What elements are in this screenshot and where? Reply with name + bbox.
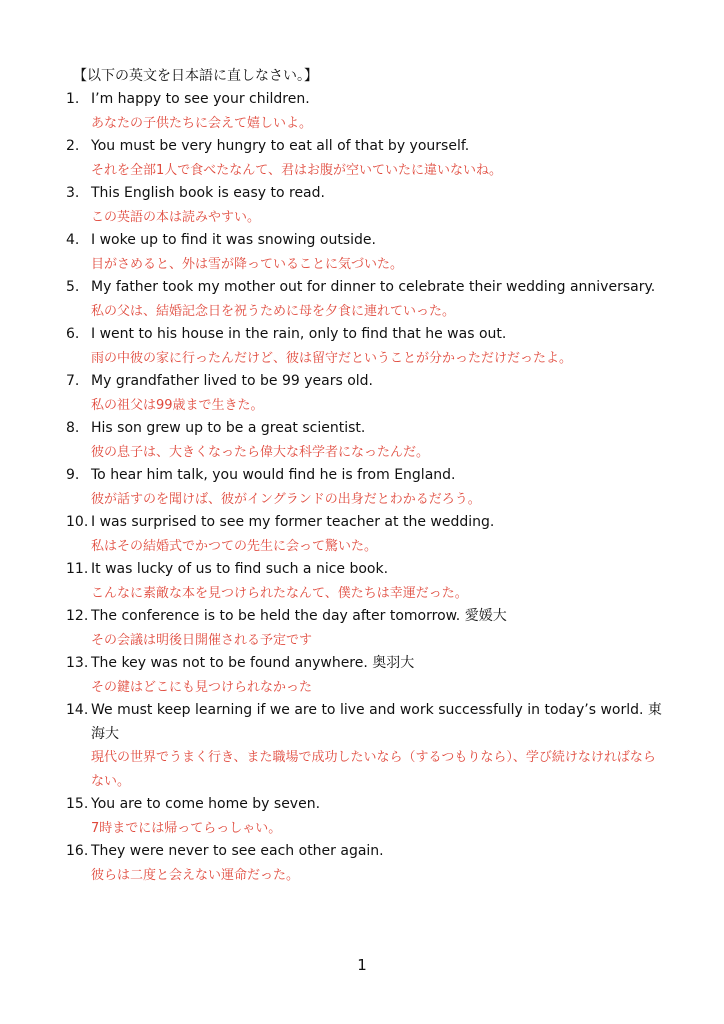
item-number: 2. [66,138,80,154]
english-sentence: It was lucky of us to find such a nice book. [91,561,389,577]
english-sentence: You must be very hungry to eat all of that by yourself. [91,138,470,154]
exercise-item [66,229,666,276]
exercise-item [66,276,666,323]
item-number: 16. [66,843,89,859]
exercise-item [66,793,666,840]
english-sentence: The conference is to be held the day after tomorrow. 愛媛大 [91,608,507,624]
english-sentence: They were never to see each other again. [91,843,384,859]
japanese-translation: 彼が話すのを聞けば、彼がイングランドの出身だとわかるだろう。 [91,491,481,507]
item-number: 12. [66,608,89,624]
item-number: 10. [66,514,89,530]
japanese-translation: 7時までには帰ってらっしゃい。 [91,820,282,836]
item-number: 4. [66,232,80,248]
japanese-translation: その鍵はどこにも見つけられなかった [91,679,313,695]
exercise-item [66,652,666,699]
english-sentence: His son grew up to be a great scientist. [91,420,366,436]
exercise-item [66,840,666,887]
page-number: 1 [357,956,367,974]
english-sentence: You are to come home by seven. [91,796,321,812]
english-sentence: I woke up to find it was snowing outside. [91,232,376,248]
exercise-item [66,464,666,511]
exercise-item [66,88,666,135]
exercise-item [66,135,666,182]
item-number: 3. [66,185,80,201]
exercise-item [66,323,666,370]
japanese-translation: 目がさめると、外は雪が降っていることに気づいた。 [91,256,404,272]
english-sentence: To hear him talk, you would find he is from England. [91,467,456,483]
exercise-item [66,182,666,229]
exercise-item [66,699,666,793]
exercise-item [66,511,666,558]
japanese-translation: 現代の世界でうまく行き、また職場で成功したいなら（するつもりなら）、学び続けなければならない。 [91,750,656,789]
english-sentence: My father took my mother out for dinner to celebrate their wedding anniversary. [91,279,656,295]
item-number: 1. [66,91,80,107]
english-sentence: I’m happy to see your children. [91,91,310,107]
item-number: 5. [66,279,80,295]
item-number: 6. [66,326,80,342]
japanese-translation: この英語の本は読みやすい。 [91,209,261,225]
item-number: 7. [66,373,80,389]
instruction-heading: 【以下の英文を日本語に直しなさい。】 [73,68,318,84]
japanese-translation: 彼の息子は、大きくなったら偉大な科学者になったんだ。 [91,444,430,460]
japanese-translation: 彼らは二度と会えない運命だった。 [91,867,300,883]
exercise-item [66,417,666,464]
japanese-translation: 雨の中彼の家に行ったんだけど、彼は留守だということが分かっただけだったよ。 [91,350,573,366]
japanese-translation: 私はその結婚式でかつての先生に会って驚いた。 [91,538,378,554]
japanese-translation: こんなに素敵な本を見つけられたなんて、僕たちは幸運だった。 [91,585,468,601]
item-number: 8. [66,420,80,436]
english-sentence: This English book is easy to read. [91,185,325,201]
english-sentence: We must keep learning if we are to live and work successfully in today’s world. 東海大 [91,702,662,742]
english-sentence: My grandfather lived to be 99 years old. [91,373,373,389]
japanese-translation: 私の祖父は99歳まで生きた。 [91,397,264,413]
japanese-translation: あなたの子供たちに会えて嬉しいよ。 [91,115,313,131]
exercise-item [66,558,666,605]
japanese-translation: その会議は明後日開催される予定です [91,632,313,648]
english-sentence: The key was not to be found anywhere. 奥羽大 [91,655,415,671]
japanese-translation: それを全部1人で食べたなんて、君はお腹が空いていたに違いないね。 [91,162,503,178]
english-sentence: I went to his house in the rain, only to find that he was out. [91,326,507,342]
item-number: 9. [66,467,80,483]
exercise-item [66,370,666,417]
item-number: 15. [66,796,89,812]
english-sentence: I was surprised to see my former teacher at the wedding. [91,514,495,530]
exercise-list [66,88,666,887]
exercise-item [66,605,666,652]
item-number: 11. [66,561,89,577]
japanese-translation: 私の父は、結婚記念日を祝うために母を夕食に連れていった。 [91,303,456,319]
item-number: 14. [66,702,89,718]
item-number: 13. [66,655,89,671]
